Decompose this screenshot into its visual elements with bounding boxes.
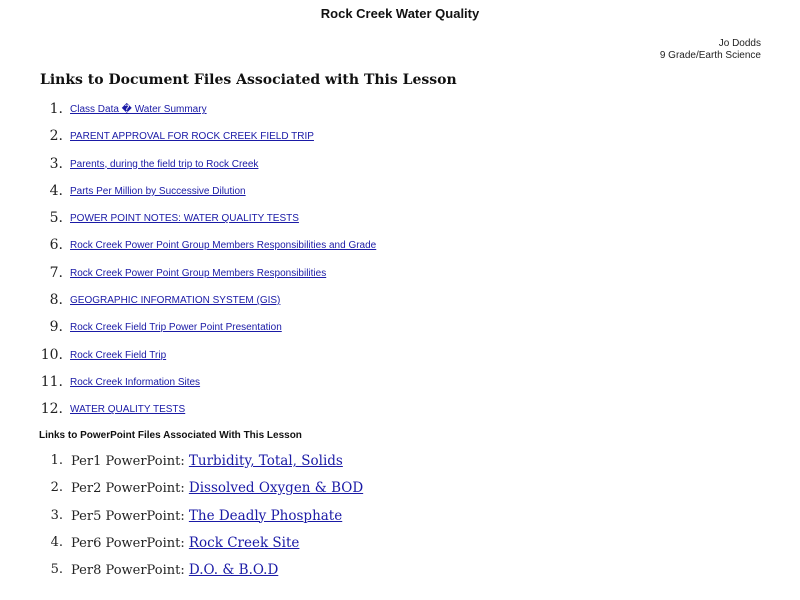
powerpoint-files-heading: Links to PowerPoint Files Associated With This Lesson <box>39 430 302 441</box>
ppt-prefix: Per5 PowerPoint: <box>71 508 189 524</box>
document-files-heading: Links to Document Files Associated with This Lesson <box>40 72 457 88</box>
doc-link-gis[interactable]: GEOGRAPHIC INFORMATION SYSTEM (GIS) <box>70 295 281 307</box>
list-number: 2. <box>50 480 63 496</box>
course-name: 9 Grade/Earth Science <box>659 50 761 61</box>
ppt-prefix: Per8 PowerPoint: <box>71 563 189 579</box>
list-number: 2. <box>49 128 63 145</box>
ppt-link-turbidity[interactable]: Turbidity, Total, Solids <box>188 453 343 469</box>
ppt-prefix: Per2 PowerPoint: <box>71 481 189 497</box>
list-number: 4. <box>49 182 63 199</box>
doc-link-field-trip-presentation[interactable]: Rock Creek Field Trip Power Point Presentation <box>70 322 282 334</box>
doc-link-parts-per-million[interactable]: Parts Per Million by Successive Dilution <box>70 185 246 197</box>
ppt-link-do-bod[interactable]: D.O. & B.O.D <box>188 562 279 579</box>
doc-link-group-responsibilities-grade[interactable]: Rock Creek Power Point Group Members Responsibilities and Grade <box>70 240 377 252</box>
list-number: 1. <box>49 101 63 117</box>
ppt-link-rock-creek-site[interactable]: Rock Creek Site <box>188 534 300 551</box>
list-number: 3. <box>49 155 63 172</box>
author-block <box>660 38 761 62</box>
list-number: 7. <box>49 264 63 281</box>
doc-link-class-data[interactable]: Class Data � Water Summary <box>70 104 207 115</box>
ppt-prefix: Per6 PowerPoint: <box>71 535 189 551</box>
doc-link-information-sites[interactable]: Rock Creek Information Sites <box>70 376 201 388</box>
doc-link-parents-field-trip[interactable]: Parents, during the field trip to Rock Creek <box>70 158 259 170</box>
list-number: 11. <box>40 373 63 390</box>
list-number: 8. <box>49 292 63 309</box>
list-number: 5. <box>49 210 63 227</box>
page-title: Rock Creek Water Quality <box>320 6 480 21</box>
list-number: 3. <box>50 507 63 523</box>
list-number: 10. <box>40 346 63 363</box>
doc-link-field-trip[interactable]: Rock Creek Field Trip <box>70 349 167 361</box>
doc-link-parent-approval[interactable]: PARENT APPROVAL FOR ROCK CREEK FIELD TRIP <box>70 131 314 143</box>
list-number: 4. <box>50 534 63 550</box>
doc-link-group-responsibilities[interactable]: Rock Creek Power Point Group Members Responsibilities <box>70 267 327 279</box>
ppt-prefix: Per1 PowerPoint: <box>71 454 189 469</box>
doc-link-water-quality-tests[interactable]: WATER QUALITY TESTS <box>70 404 186 416</box>
list-number: 9. <box>49 319 63 336</box>
list-number: 1. <box>50 453 63 468</box>
list-number: 6. <box>49 237 63 254</box>
doc-link-power-point-notes[interactable]: POWER POINT NOTES: WATER QUALITY TESTS <box>70 213 299 225</box>
author-name: Jo Dodds <box>718 38 761 49</box>
ppt-link-deadly-phosphate[interactable]: The Deadly Phosphate <box>188 507 343 524</box>
list-number: 5. <box>50 562 63 578</box>
ppt-link-dissolved-oxygen[interactable]: Dissolved Oxygen & BOD <box>188 480 364 497</box>
list-number: 12. <box>40 401 63 418</box>
